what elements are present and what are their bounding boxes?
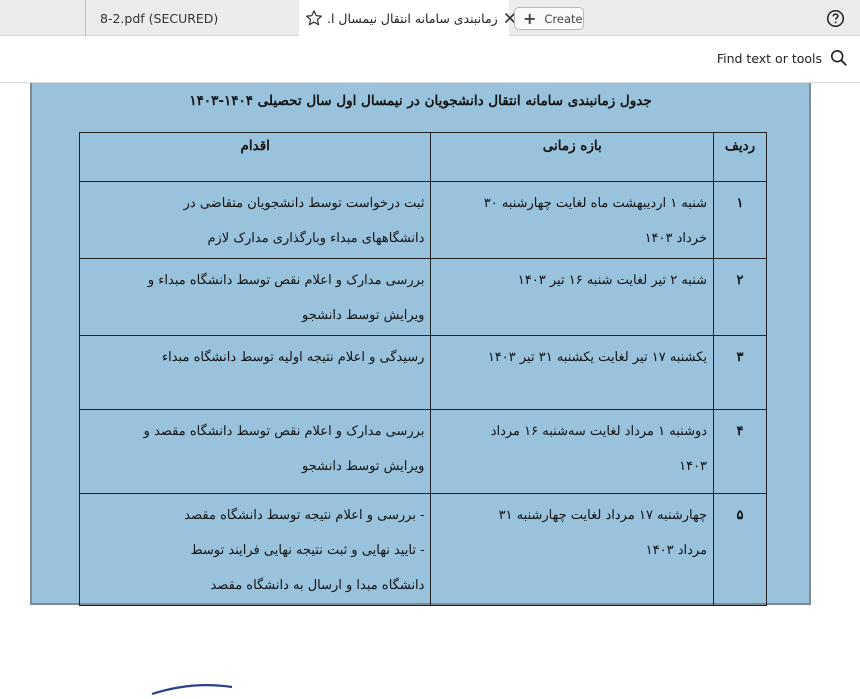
cell-text: دانشگاههای مبداء وبارگذاری مدارک لازم: [207, 231, 425, 246]
cell-text: خرداد ۱۴۰۳: [644, 231, 708, 246]
create-button[interactable]: [514, 7, 584, 30]
star-icon[interactable]: [305, 7, 323, 29]
cell-text: ویرایش توسط دانشجو: [302, 459, 425, 474]
row-number: ۴: [714, 410, 767, 494]
table-row: [80, 259, 767, 336]
pdf-page: [30, 83, 811, 605]
schedule-table: [79, 132, 767, 606]
cell-text: چهارشنبه ۱۷ مرداد لغایت چهارشنبه ۳۱: [498, 508, 708, 523]
action-cell: [80, 336, 431, 410]
find-tools-button[interactable]: [717, 49, 848, 67]
cell-text: - بررسی و اعلام نتیجه توسط دانشگاه مقصد: [184, 508, 425, 523]
tab-label: زمانبندی سامانه انتقال نیمسال ا.: [327, 10, 498, 26]
plus-icon: +: [523, 8, 537, 28]
column-header-time-range: بازه زمانی: [431, 133, 714, 182]
help-icon[interactable]: [826, 9, 845, 28]
action-cell: [80, 182, 431, 259]
cell-text: دانشگاه مبدا و ارسال به دانشگاه مقصد: [210, 578, 425, 593]
action-cell: [80, 494, 431, 606]
create-label: Create: [544, 11, 583, 26]
toolbar: [0, 36, 860, 83]
cell-text: مرداد ۱۴۰۳: [645, 543, 708, 558]
next-page-logo-fragment: [150, 680, 234, 692]
cell-text: - تایید نهایی و ثبت نتیجه نهایی فرایند توسط: [190, 543, 425, 558]
action-cell: [80, 410, 431, 494]
table-row: [80, 494, 767, 606]
cell-text: رسیدگی و اعلام نتیجه اولیه توسط دانشگاه مبداء: [162, 350, 425, 365]
cell-text: دوشنبه ۱ مرداد لغایت سه‌شنبه ۱۶ مرداد: [490, 424, 708, 439]
time-range-cell: [431, 494, 714, 606]
cell-text: ویرایش توسط دانشجو: [302, 308, 425, 323]
row-number: ۵: [714, 494, 767, 606]
time-range-cell: [431, 259, 714, 336]
cell-text: بررسی مدارک و اعلام نقص توسط دانشگاه مبداء و: [147, 273, 425, 288]
cell-text: بررسی مدارک و اعلام نقص توسط دانشگاه مقصد و: [143, 424, 425, 439]
cell-text: یکشنبه ۱۷ تیر لغایت یکشنبه ۳۱ تیر ۱۴۰۳: [487, 350, 708, 365]
table-row: [80, 410, 767, 494]
tab-active-pdf[interactable]: [299, 0, 509, 36]
tab-bar: [0, 0, 860, 36]
cell-text: ثبت درخواست توسط دانشجویان متقاضی در: [183, 196, 425, 211]
time-range-cell: [431, 410, 714, 494]
row-number: ۲: [714, 259, 767, 336]
time-range-cell: [431, 182, 714, 259]
search-icon: [830, 49, 848, 67]
tab-8-2-pdf[interactable]: [85, 0, 295, 36]
table-row: [80, 182, 767, 259]
column-header-action: اقدام: [80, 133, 431, 182]
tab-label: 8-2.pdf (SECURED): [100, 10, 219, 26]
cell-text: شنبه ۱ اردیبهشت ماه لغایت چهارشنبه ۳۰: [483, 196, 708, 211]
page-title: جدول زمانبندی سامانه انتقال دانشجویان در نیمسال اول سال تحصیلی ۱۴۰۴-۱۴۰۳: [189, 93, 652, 109]
pdf-viewer: [0, 83, 860, 687]
action-cell: [80, 259, 431, 336]
table-header-row: [80, 133, 767, 182]
row-number: ۱: [714, 182, 767, 259]
find-label: Find text or tools: [716, 50, 822, 66]
column-header-row-number: ردیف: [714, 133, 767, 182]
cell-text: شنبه ۲ تیر لغایت شنبه ۱۶ تیر ۱۴۰۳: [517, 273, 708, 288]
table-row: [80, 336, 767, 410]
time-range-cell: [431, 336, 714, 410]
cell-text: ۱۴۰۳: [679, 459, 708, 474]
row-number: ۳: [714, 336, 767, 410]
